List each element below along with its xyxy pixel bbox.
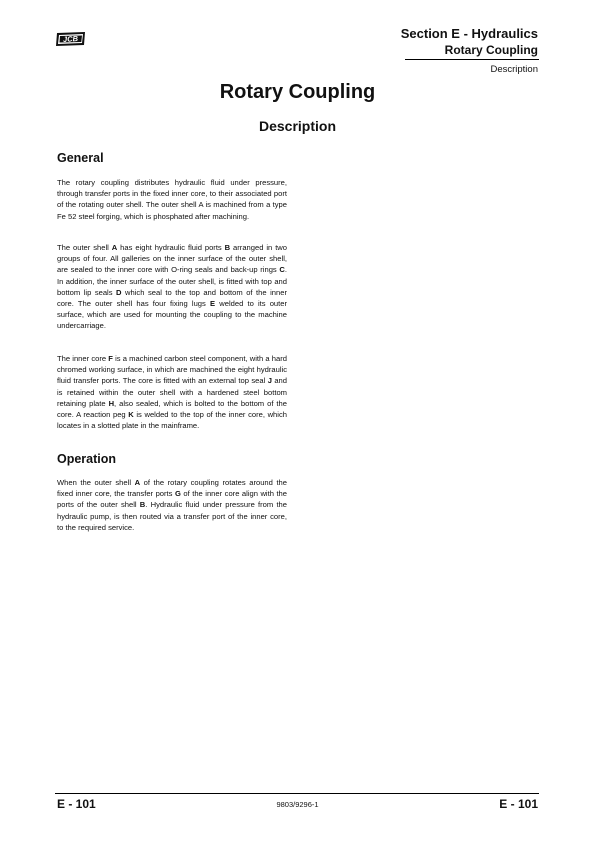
footer-divider xyxy=(55,793,539,794)
general-paragraph-3 xyxy=(57,353,287,431)
jcb-logo xyxy=(55,31,87,47)
subsection-title: Rotary Coupling xyxy=(444,43,538,57)
paragraph-text: The rotary coupling distributes hydraulic fluid under pressure, through transfer ports in the fixed inner core, to their associated port of the rotating outer shell. The outer shell A is machined from a type Fe 52 steel forging, which is phosphated after machining. xyxy=(57,178,287,221)
operation-heading: Operation xyxy=(57,452,117,466)
page-number-right: E - 101 xyxy=(499,797,538,811)
page-title: Rotary Coupling xyxy=(219,81,376,103)
page-subtitle: Description xyxy=(258,118,336,134)
page-number-left: E - 101 xyxy=(57,797,96,811)
operation-section xyxy=(57,452,287,466)
paragraph-text: The inner core F is a machined carbon steel component, with a hard chromed working surface, in which are machined the eight hydraulic fluid transfer ports. The core is fitted with an external top seal J and is retained within the outer shell with a hardened steel bottom retaining plate H, also sealed, which is bolted to the bottom of the core. A reaction peg K is welded to the top of the inner core, which locates in a slotted plate in the mainframe. xyxy=(57,354,287,431)
general-heading: General xyxy=(57,151,104,165)
general-paragraph-1 xyxy=(57,177,287,222)
operation-paragraph xyxy=(57,477,287,533)
svg-text:JCB: JCB xyxy=(62,33,79,45)
section-title: Section E - Hydraulics xyxy=(400,26,538,41)
general-section xyxy=(57,151,287,165)
document-number: 9803/9296-1 xyxy=(276,800,319,809)
paragraph-text: When the outer shell A of the rotary coupling rotates around the fixed inner core, the transfer ports G of the inner core align with the ports of the outer shell B. Hydraulic fluid under pressure from the hydraulic pump, is then routed via a transfer port of the inner core, to the required service. xyxy=(57,478,288,532)
page-topic: Description xyxy=(490,64,538,75)
general-paragraph-2 xyxy=(57,242,287,332)
header-divider xyxy=(405,59,539,60)
paragraph-text: The outer shell A has eight hydraulic fluid ports B arranged in two groups of four. All galleries on the inner surface of the outer shell, are sealed to the inner core with O-ring seals and back-up rings C. In addition, the inner surface of the outer shell, is fitted with top and bottom lip seals D which seal to the top and bottom of the inner core. The outer shell has four fixing lugs E welded to its outer surface, which are used for mounting the coupling to the machine undercarriage. xyxy=(57,243,288,331)
